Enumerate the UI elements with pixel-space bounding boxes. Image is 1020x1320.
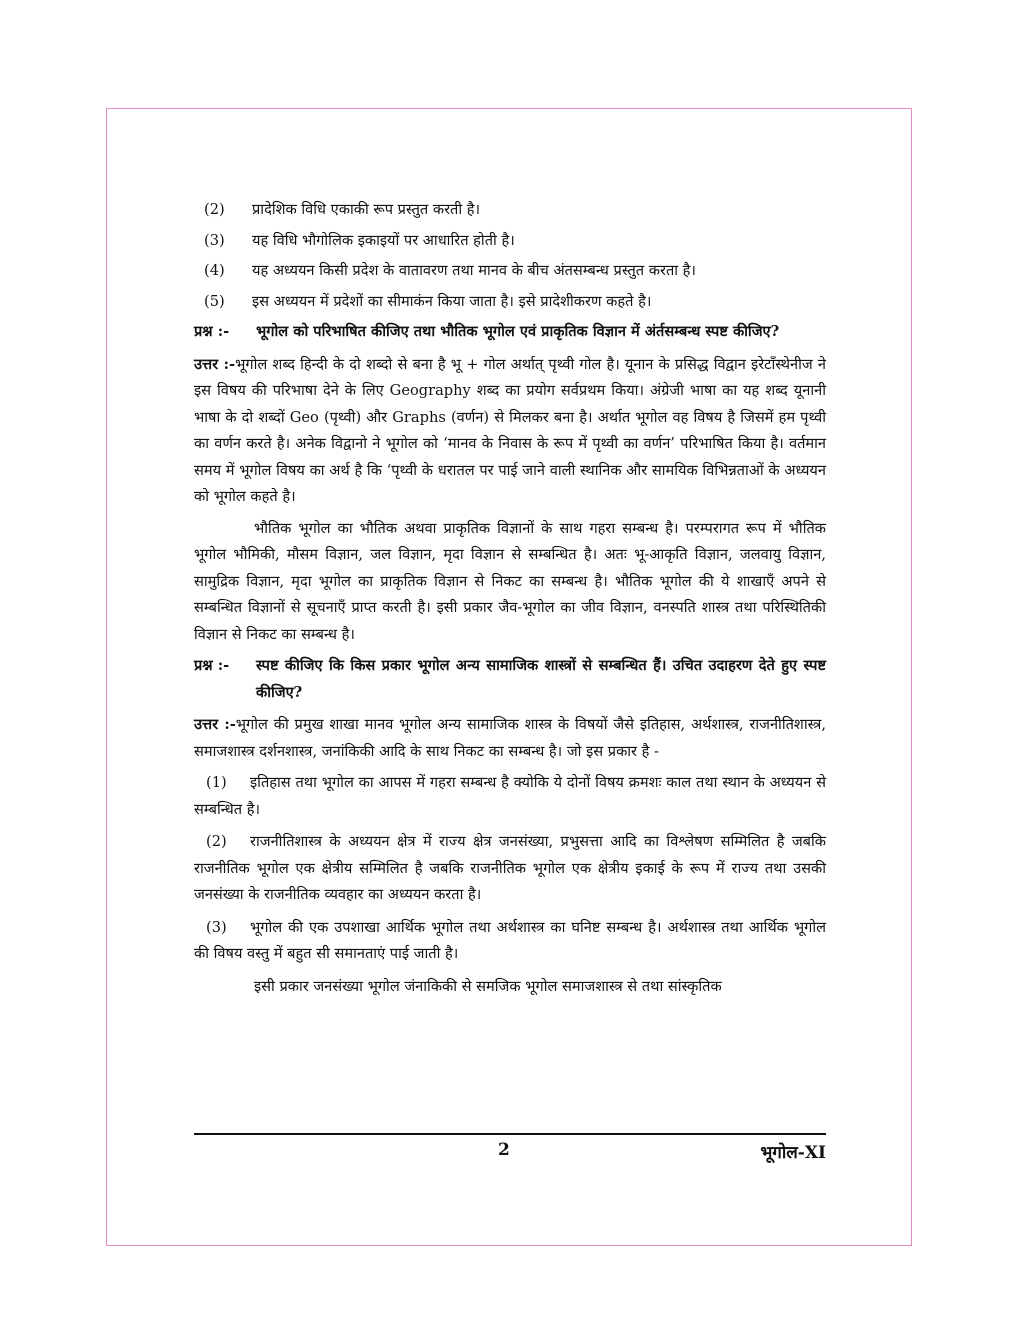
list-item-number: (5) (204, 292, 225, 310)
question-text: स्पष्ट कीजिए कि किस प्रकार भूगोल अन्य सामाजिक शास्त्रों से सम्बन्धित हैं। उचित उदाहरण देते हुए स्पष्ट कीजिए? (256, 657, 826, 701)
question-1 (194, 319, 826, 346)
list-item-number: (3) (204, 231, 225, 249)
point-number: (3) (206, 918, 227, 936)
answer-prefix: उत्तर :- (194, 355, 236, 373)
list-item-text: इस अध्ययन में प्रदेशों का सीमाकंन किया जाता है। इसे प्रादेशीकरण कहते है। (252, 292, 652, 310)
list-item (204, 289, 826, 316)
answer-2-paragraph (194, 712, 826, 765)
answer-text: भूगोल की प्रमुख शाखा मानव भूगोल अन्य सामाजिक शास्त्र के विषयों जैसे इतिहास, अर्थशास्त्र, राजनीतिशास्त्र, समाजशास्त्र दर्शनशास्त्र, जनांकिकी आदि के साथ निकट का सम्बन्ध है। जो इस प्रकार है - (194, 716, 826, 760)
point-text: भूगोल की एक उपशाखा आर्थिक भूगोल तथा अर्थशास्त्र का घनिष्ट सम्बन्ध है। अर्थशास्त्र तथा आर्थिक भूगोल की विषय वस्तु में बहुत सी समानताएं पाई जाती है। (194, 918, 826, 962)
list-item-number: (4) (204, 262, 225, 279)
answer-1-paragraph-2: भौतिक भूगोल का भौतिक अथवा प्राकृतिक विज्ञानों के साथ गहरा सम्बन्ध है। परम्परागत रूप में भौतिक भूगोल भौमिकी, मौसम विज्ञान, जल विज्ञान, मृदा विज्ञान से सम्बन्धित है। अतः भू-आकृति विज्ञान, जलवायु विज्ञान, सामुद्रिक विज्ञान, मृदा भूगोल का प्राकृतिक विज्ञान से निकट का सम्बन्ध है। भौतिक भूगोल की ये शाखाएँ अपने से सम्बन्धित विज्ञानों से सूचनाएँ प्राप्त करती है। इसी प्रकार जैव-भूगोल का जीव विज्ञान, वनस्पति शास्त्र तथा परिस्थितिकी विज्ञान से निकट का सम्बन्ध है। (194, 519, 826, 643)
question-prefix: प्रश्न :- (194, 657, 230, 674)
question-text: भूगोल को परिभाषित कीजिए तथा भौतिक भूगोल एवं प्राकृतिक विज्ञान में अंर्तसम्बन्ध स्पष्ट कीजिए? (256, 323, 780, 340)
answer-point (194, 915, 826, 968)
question-prefix: प्रश्न :- (194, 323, 230, 340)
answer-text: भूगोल शब्द हिन्दी के दो शब्दो से बना है भू + गोल अर्थात् पृथ्वी गोल है। यूनान के प्रसिद्ध विद्वान इरेटाँस्थेनीज ने इस विषय की परिभाषा देने के लिए Geography शब्द का प्रयोग सर्वप्रथम किया। अंग्रेजी भाषा का यह शब्द यूनानी भाषा के दो शब्दों Geo (पृथ्वी) और Graphs (वर्णन) से मिलकर बना है। अर्थात भूगोल वह विषय है जिसमें हम पृथ्वी का वर्णन करते है। अनेक विद्वानो ने भूगोल को ‘मानव के निवास के रूप में पृथ्वी का वर्णन’ परिभाषित किया है। वर्तमान समय में भूगोल विषय का अर्थ है कि ‘पृथ्वी के धरातल पर पाई जाने वाली स्थानिक और सामयिक विभिन्नताओं के अध्ययन को भूगोल कहते है। (194, 355, 826, 505)
point-text: इतिहास तथा भूगोल का आपस में गहरा सम्बन्ध है क्योकि ये दोनों विषय क्रमशः काल तथा स्थान के अध्ययन से सम्बन्धित है। (194, 774, 826, 818)
book-title: भूगोल-XI (760, 1143, 826, 1163)
list-item-number: (2) (204, 201, 225, 218)
closing-paragraph: इसी प्रकार जनसंख्या भूगोल जंनाकिकी से समजिक भूगोल समाजशास्त्र से तथा सांस्कृतिक (254, 977, 722, 995)
list-item (204, 228, 826, 255)
page-content (194, 197, 826, 1005)
answer-point (194, 770, 826, 823)
list-item (204, 197, 826, 224)
answer-prefix: उत्तर :- (194, 716, 236, 733)
footer-divider (194, 1133, 826, 1135)
page-number: 2 (498, 1140, 510, 1160)
point-number: (2) (206, 833, 227, 850)
point-text: राजनीतिशास्त्र के अध्ययन क्षेत्र में राज्य क्षेत्र जनसंख्या, प्रभुसत्ता आदि का विश्लेषण सम्मिलित है जबकि राजनीतिक भूगोल एक क्षेत्रीय सम्मिलित है जबकि राजनीतिक भूगोल एक क्षेत्रीय इकाई के रूप में राज्य तथा उसकी जनसंख्या के राजनीतिक व्यवहार का अध्ययन करता है। (194, 833, 826, 903)
answer-1-paragraph (194, 352, 826, 511)
point-number: (1) (206, 774, 227, 791)
list-item-text: यह अध्ययन किसी प्रदेश के वातावरण तथा मानव के बीच अंतसम्बन्ध प्रस्तुत करता है। (252, 262, 696, 279)
list-item-text: यह विधि भौगोलिक इकाइयों पर आधारित होती है। (252, 231, 515, 249)
answer-point (194, 829, 826, 909)
list-item-text: प्रादेशिक विधि एकाकी रूप प्रस्तुत करती है। (252, 201, 481, 218)
question-2 (194, 653, 826, 706)
list-item (204, 258, 826, 285)
